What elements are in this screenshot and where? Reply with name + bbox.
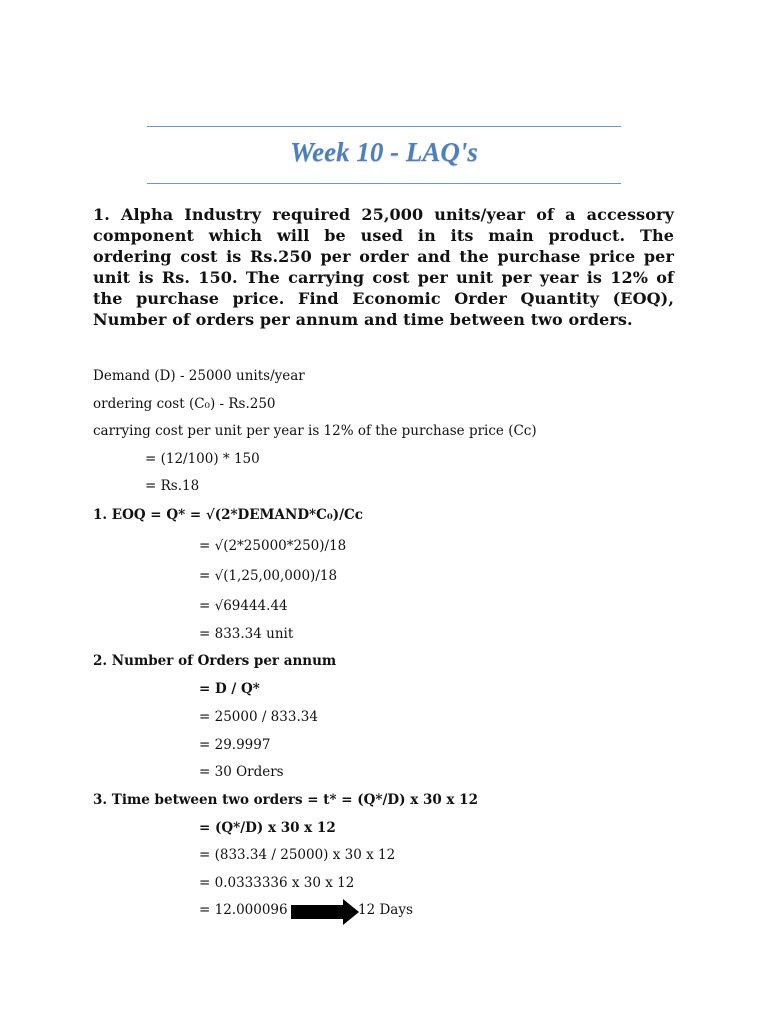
eoq-step: = √(2*25000*250)/18 bbox=[199, 538, 347, 554]
top-rule bbox=[147, 126, 621, 127]
given-ordering-cost: ordering cost (C₀) - Rs.250 bbox=[93, 396, 276, 412]
eoq-step: = √(1,25,00,000)/18 bbox=[199, 568, 338, 584]
time-step: = 0.0333336 x 30 x 12 bbox=[199, 875, 355, 891]
time-heading: 3. Time between two orders = t* = (Q*/D) x 30 x 12 bbox=[93, 792, 478, 808]
orders-step: = 29.9997 bbox=[199, 737, 271, 753]
time-formula: = (Q*/D) x 30 x 12 bbox=[199, 820, 336, 836]
carrying-calc: = (12/100) * 150 bbox=[145, 451, 260, 467]
time-answer: 12 Days bbox=[358, 902, 413, 918]
given-demand: Demand (D) - 25000 units/year bbox=[93, 368, 305, 384]
right-arrow-icon bbox=[291, 899, 361, 925]
orders-heading: 2. Number of Orders per annum bbox=[93, 653, 337, 669]
carrying-result: = Rs.18 bbox=[145, 478, 200, 494]
orders-step: = 25000 / 833.34 bbox=[199, 709, 318, 725]
eoq-result: = 833.34 unit bbox=[199, 626, 294, 642]
bottom-rule bbox=[147, 183, 621, 184]
eoq-heading: 1. EOQ = Q* = √(2*DEMAND*C₀)/Cᴄ bbox=[93, 507, 364, 523]
time-step: = 12.000096 bbox=[199, 902, 288, 918]
page-title: Week 10 - LAQ's bbox=[290, 137, 478, 167]
given-carrying-cost: carrying cost per unit per year is 12% of the purchase price (Cᴄ) bbox=[93, 423, 537, 439]
eoq-step: = √69444.44 bbox=[199, 598, 288, 614]
orders-formula: = D / Q* bbox=[199, 681, 260, 697]
time-step: = (833.34 / 25000) x 30 x 12 bbox=[199, 847, 396, 863]
orders-result: = 30 Orders bbox=[199, 764, 284, 780]
question-text: 1. Alpha Industry required 25,000 units/year of a accessory component which will be used in its main product. The ordering cost is Rs.250 per order and the purchase price per unit is Rs. 150. The carrying cost per unit per year is 12% of the purchase price. Find Economic Order Quantity (EOQ), Number of orders per annum and time between two orders. bbox=[93, 205, 674, 329]
